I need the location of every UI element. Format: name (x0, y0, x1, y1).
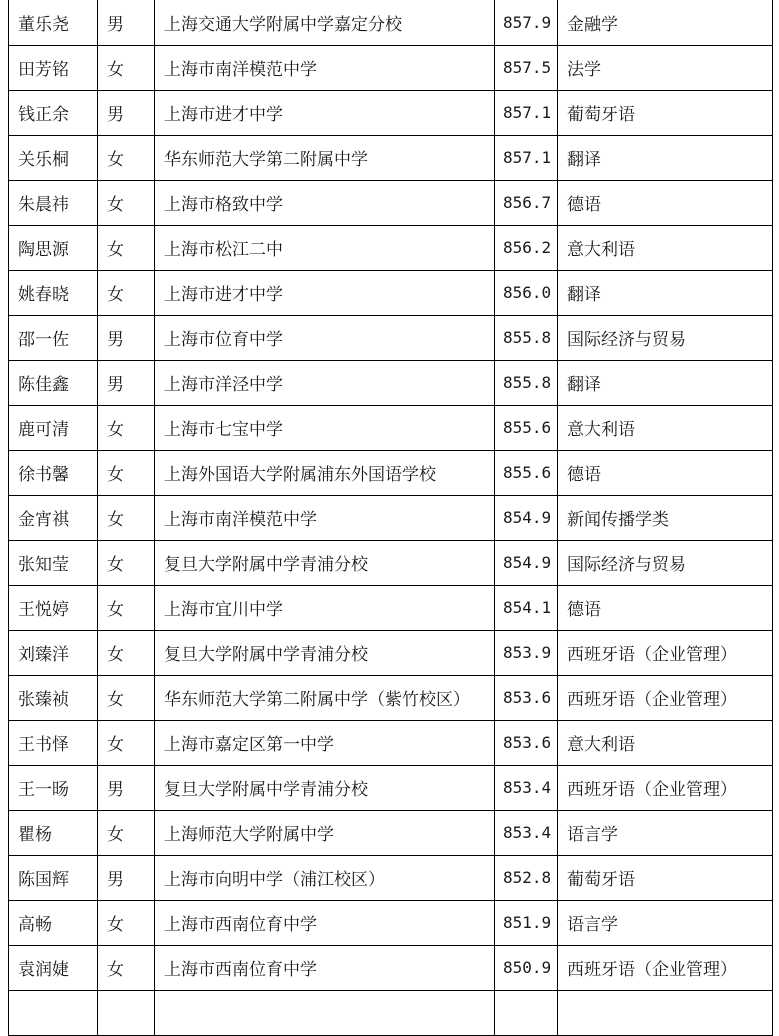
score-cell: 857.9 (495, 0, 558, 45)
student-name-cell: 徐书馨 (9, 450, 98, 495)
major-cell: 西班牙语（企业管理） (558, 630, 773, 675)
major-cell: 西班牙语（企业管理） (558, 945, 773, 990)
score-cell: 853.4 (495, 810, 558, 855)
student-name-cell: 董乐尧 (9, 0, 98, 45)
school-cell: 上海师范大学附属中学 (155, 810, 495, 855)
gender-cell: 女 (98, 450, 155, 495)
score-cell: 856.0 (495, 270, 558, 315)
score-cell: 855.8 (495, 360, 558, 405)
major-cell (558, 990, 773, 1035)
school-cell: 华东师范大学第二附属中学 (155, 135, 495, 180)
table-row (9, 945, 773, 990)
student-name-cell: 钱正余 (9, 90, 98, 135)
table-row (9, 900, 773, 945)
student-name-cell: 陈国辉 (9, 855, 98, 900)
gender-cell: 女 (98, 270, 155, 315)
school-cell: 复旦大学附属中学青浦分校 (155, 540, 495, 585)
table-row (9, 90, 773, 135)
major-cell: 德语 (558, 180, 773, 225)
gender-cell: 女 (98, 720, 155, 765)
score-cell: 857.1 (495, 90, 558, 135)
table-row (9, 360, 773, 405)
score-cell: 854.9 (495, 540, 558, 585)
gender-cell: 女 (98, 135, 155, 180)
student-name-cell: 王书怿 (9, 720, 98, 765)
major-cell: 德语 (558, 450, 773, 495)
gender-cell: 女 (98, 405, 155, 450)
table-row (9, 720, 773, 765)
major-cell: 国际经济与贸易 (558, 540, 773, 585)
gender-cell: 女 (98, 675, 155, 720)
major-cell: 金融学 (558, 0, 773, 45)
major-cell: 法学 (558, 45, 773, 90)
school-cell: 上海市松江二中 (155, 225, 495, 270)
score-cell: 850.9 (495, 945, 558, 990)
student-name-cell: 张臻祯 (9, 675, 98, 720)
school-cell: 上海市格致中学 (155, 180, 495, 225)
school-cell (155, 990, 495, 1035)
table-row (9, 990, 773, 1035)
score-cell: 855.6 (495, 405, 558, 450)
school-cell: 上海市嘉定区第一中学 (155, 720, 495, 765)
score-cell: 853.6 (495, 675, 558, 720)
score-cell: 851.9 (495, 900, 558, 945)
school-cell: 上海市西南位育中学 (155, 945, 495, 990)
student-name-cell: 陈佳鑫 (9, 360, 98, 405)
gender-cell: 男 (98, 0, 155, 45)
gender-cell: 男 (98, 360, 155, 405)
table-row (9, 450, 773, 495)
table-body (9, 0, 773, 1035)
student-name-cell: 高畅 (9, 900, 98, 945)
score-cell: 855.8 (495, 315, 558, 360)
student-name-cell: 邵一佐 (9, 315, 98, 360)
school-cell: 上海市向明中学（浦江校区） (155, 855, 495, 900)
gender-cell: 女 (98, 900, 155, 945)
score-cell: 854.9 (495, 495, 558, 540)
table-row (9, 225, 773, 270)
student-name-cell: 瞿杨 (9, 810, 98, 855)
gender-cell: 女 (98, 585, 155, 630)
major-cell: 葡萄牙语 (558, 90, 773, 135)
student-name-cell: 姚春晓 (9, 270, 98, 315)
major-cell: 葡萄牙语 (558, 855, 773, 900)
school-cell: 上海市宜川中学 (155, 585, 495, 630)
student-name-cell: 王一旸 (9, 765, 98, 810)
student-name-cell: 关乐桐 (9, 135, 98, 180)
table-row (9, 810, 773, 855)
table-row (9, 855, 773, 900)
table-row (9, 495, 773, 540)
table-row (9, 45, 773, 90)
gender-cell: 女 (98, 225, 155, 270)
school-cell: 上海市洋泾中学 (155, 360, 495, 405)
student-name-cell (9, 990, 98, 1035)
gender-cell: 女 (98, 495, 155, 540)
school-cell: 上海交通大学附属中学嘉定分校 (155, 0, 495, 45)
table-row (9, 765, 773, 810)
major-cell: 翻译 (558, 135, 773, 180)
score-cell (495, 990, 558, 1035)
major-cell: 翻译 (558, 360, 773, 405)
major-cell: 意大利语 (558, 720, 773, 765)
major-cell: 语言学 (558, 810, 773, 855)
table-row (9, 540, 773, 585)
gender-cell: 女 (98, 540, 155, 585)
table-row (9, 630, 773, 675)
major-cell: 新闻传播学类 (558, 495, 773, 540)
score-cell: 856.7 (495, 180, 558, 225)
gender-cell: 女 (98, 945, 155, 990)
student-name-cell: 金宵祺 (9, 495, 98, 540)
school-cell: 上海市南洋模范中学 (155, 45, 495, 90)
score-cell: 852.8 (495, 855, 558, 900)
table-row (9, 675, 773, 720)
school-cell: 复旦大学附属中学青浦分校 (155, 765, 495, 810)
gender-cell: 男 (98, 315, 155, 360)
school-cell: 华东师范大学第二附属中学（紫竹校区） (155, 675, 495, 720)
student-name-cell: 刘臻洋 (9, 630, 98, 675)
school-cell: 上海市南洋模范中学 (155, 495, 495, 540)
score-cell: 856.2 (495, 225, 558, 270)
student-name-cell: 田芳铭 (9, 45, 98, 90)
student-name-cell: 张知莹 (9, 540, 98, 585)
gender-cell: 男 (98, 765, 155, 810)
table-row (9, 315, 773, 360)
major-cell: 西班牙语（企业管理） (558, 675, 773, 720)
score-cell: 855.6 (495, 450, 558, 495)
major-cell: 德语 (558, 585, 773, 630)
table-row (9, 135, 773, 180)
score-cell: 854.1 (495, 585, 558, 630)
student-name-cell: 鹿可清 (9, 405, 98, 450)
school-cell: 上海市位育中学 (155, 315, 495, 360)
student-name-cell: 陶思源 (9, 225, 98, 270)
student-name-cell: 王悦婷 (9, 585, 98, 630)
gender-cell: 女 (98, 45, 155, 90)
major-cell: 西班牙语（企业管理） (558, 765, 773, 810)
table-row (9, 405, 773, 450)
score-cell: 857.5 (495, 45, 558, 90)
table-row (9, 585, 773, 630)
school-cell: 上海市七宝中学 (155, 405, 495, 450)
major-cell: 语言学 (558, 900, 773, 945)
table-row (9, 180, 773, 225)
score-cell: 857.1 (495, 135, 558, 180)
score-cell: 853.6 (495, 720, 558, 765)
student-name-cell: 朱晨祎 (9, 180, 98, 225)
school-cell: 复旦大学附属中学青浦分校 (155, 630, 495, 675)
table-row (9, 270, 773, 315)
major-cell: 意大利语 (558, 225, 773, 270)
gender-cell: 男 (98, 90, 155, 135)
major-cell: 翻译 (558, 270, 773, 315)
table-row (9, 0, 773, 45)
school-cell: 上海市西南位育中学 (155, 900, 495, 945)
score-cell: 853.4 (495, 765, 558, 810)
school-cell: 上海外国语大学附属浦东外国语学校 (155, 450, 495, 495)
student-name-cell: 袁润婕 (9, 945, 98, 990)
gender-cell: 女 (98, 180, 155, 225)
school-cell: 上海市进才中学 (155, 270, 495, 315)
gender-cell: 女 (98, 630, 155, 675)
major-cell: 意大利语 (558, 405, 773, 450)
admission-score-table (8, 0, 773, 1036)
school-cell: 上海市进才中学 (155, 90, 495, 135)
gender-cell: 男 (98, 855, 155, 900)
gender-cell (98, 990, 155, 1035)
score-cell: 853.9 (495, 630, 558, 675)
gender-cell: 女 (98, 810, 155, 855)
major-cell: 国际经济与贸易 (558, 315, 773, 360)
